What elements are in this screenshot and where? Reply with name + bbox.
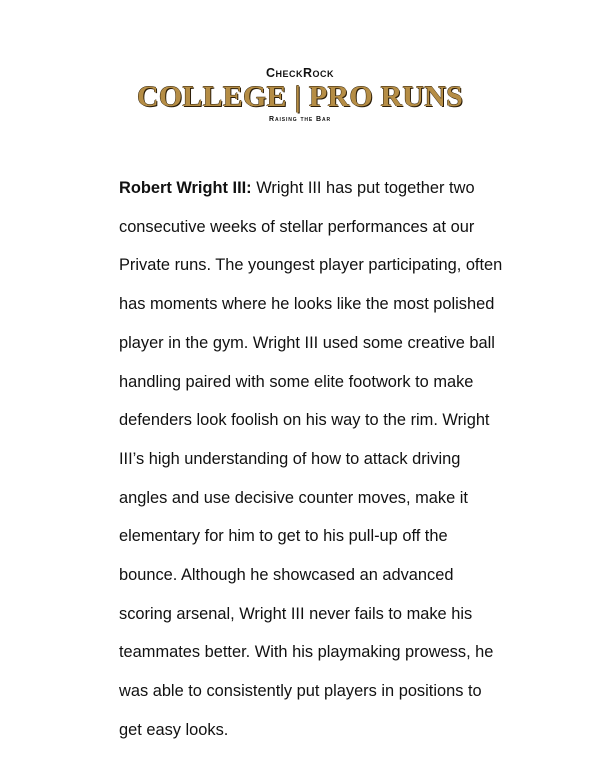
- logo-header: [0, 66, 600, 123]
- brand-top-text: CheckRock: [265, 66, 335, 80]
- brand-main-title: COLLEGE | PRO RUNS: [136, 80, 464, 113]
- player-name: Robert Wright III:: [119, 179, 252, 197]
- profile-description: Wright III has put together two consecutive weeks of stellar performances at our Private runs. The youngest player participating, often has moments where he looks like the most polished player in the gym. Wright III used some creative ball handling paired with some elite footwork to make defenders look foolish on his way to the rim. Wright III’s high understanding of how to attack driving angles and use decisive counter moves, make it elementary for him to get to his pull-up off the bounce. Although he showcased an advanced scoring arsenal, Wright III never fails to make his teammates better. With his playmaking prowess, he was able to consistently put players in positions to get easy looks.: [119, 179, 503, 739]
- player-profile-paragraph: [119, 169, 504, 750]
- brand-tagline: Raising the Bar: [269, 116, 331, 123]
